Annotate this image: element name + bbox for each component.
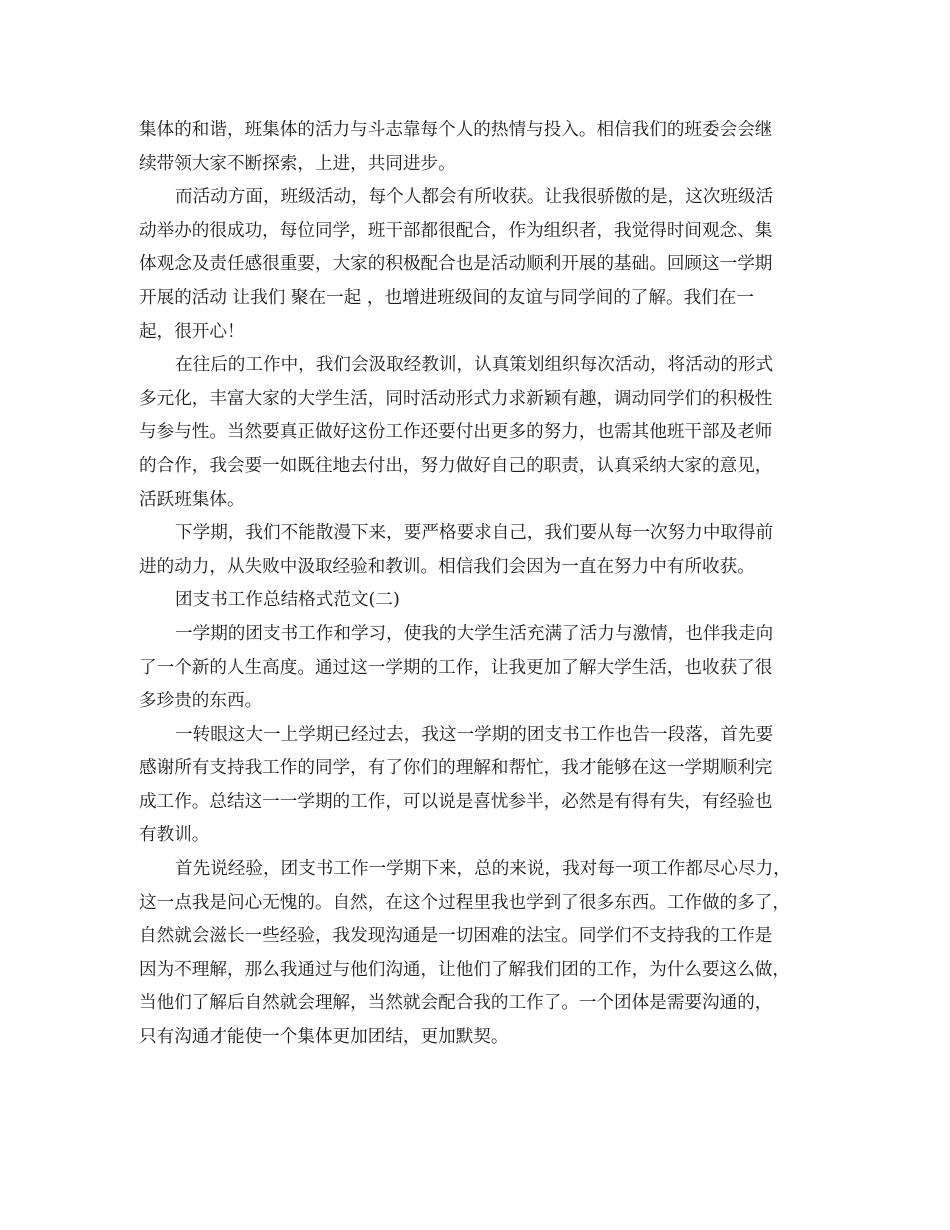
- text-line: 当他们了解后自然就会理解，当然就会配合我的工作了。一个团体是需要沟通的，: [139, 993, 773, 1014]
- text-line: 下学期，我们不能散漫下来，要严格要求自己，我们要从每一次努力中取得前: [175, 523, 774, 544]
- text-line: 团支书工作总结格式范文(二): [175, 590, 400, 611]
- text-line: 一学期的团支书工作和学习，使我的大学生活充满了活力与激情，也伴我走向: [175, 623, 774, 644]
- text-line: 而活动方面，班级活动，每个人都会有所收获。让我很骄傲的是，这次班级活: [175, 187, 774, 208]
- text-line: 自然就会滋长一些经验，我发现沟通是一切困难的法宝。同学们不支持我的工作是: [139, 926, 773, 947]
- text-line: 活跃班集体。: [139, 489, 245, 510]
- text-line: 在往后的工作中，我们会汲取经教训，认真策划组织每次活动，将活动的形式: [175, 355, 774, 376]
- text-line: 多珍贵的东西。: [139, 691, 263, 712]
- text-line: 只有沟通才能使一个集体更加团结，更加默契。: [139, 1027, 509, 1048]
- text-line: 有教训。: [139, 825, 210, 846]
- text-line: 动举办的很成功，每位同学，班干部都很配合，作为组织者，我觉得时间观念、集: [139, 220, 773, 241]
- text-line: 体观念及责任感很重要，大家的积极配合也是活动顺利开展的基础。回顾这一学期: [139, 254, 773, 275]
- text-line: 了一个新的人生高度。通过这一学期的工作，让我更加了解大学生活，也收获了很: [139, 657, 773, 678]
- text-line: 首先说经验，团支书工作一学期下来，总的来说，我对每一项工作都尽心尽力，: [175, 859, 791, 880]
- text-line: 开展的活动 让我们 聚在一起 ，也增进班级间的友谊与同学间的了解。我们在一: [139, 287, 754, 308]
- text-line: 因为不理解，那么我通过与他们沟通，让他们了解我们团的工作，为什么要这么做，: [139, 959, 790, 980]
- text-line: 一转眼这大一上学期已经过去，我这一学期的团支书工作也告一段落，首先要: [175, 724, 774, 745]
- text-line: 的合作，我会要一如既往地去付出，努力做好自己的职责，认真采纳大家的意见，: [139, 455, 773, 476]
- text-line: 成工作。总结这一一学期的工作，可以说是喜忧参半，必然是有得有失，有经验也: [139, 791, 773, 812]
- text-line: 这一点我是问心无愧的。自然，在这个过程里我也学到了很多东西。工作做的多了，: [139, 892, 790, 913]
- text-line: 与参与性。当然要真正做好这份工作还要付出更多的努力，也需其他班干部及老师: [139, 422, 773, 443]
- text-line: 进的动力，从失败中汲取经验和教训。相信我们会因为一直在努力中有所收获。: [139, 556, 755, 577]
- text-line: 感谢所有支持我工作的同学，有了你们的理解和帮忙，我才能够在这一学期顺利完: [139, 758, 773, 779]
- text-line: 起，很开心！: [139, 321, 245, 342]
- text-line: 续带领大家不断探索，上进，共同进步。: [139, 153, 456, 174]
- text-line: 多元化，丰富大家的大学生活，同时活动形式力求新颖有趣，调动同学们的积极性: [139, 388, 773, 409]
- document-body: [139, 114, 821, 1055]
- text-line: 集体的和谐，班集体的活力与斗志靠每个人的热情与投入。相信我们的班委会会继: [139, 120, 773, 140]
